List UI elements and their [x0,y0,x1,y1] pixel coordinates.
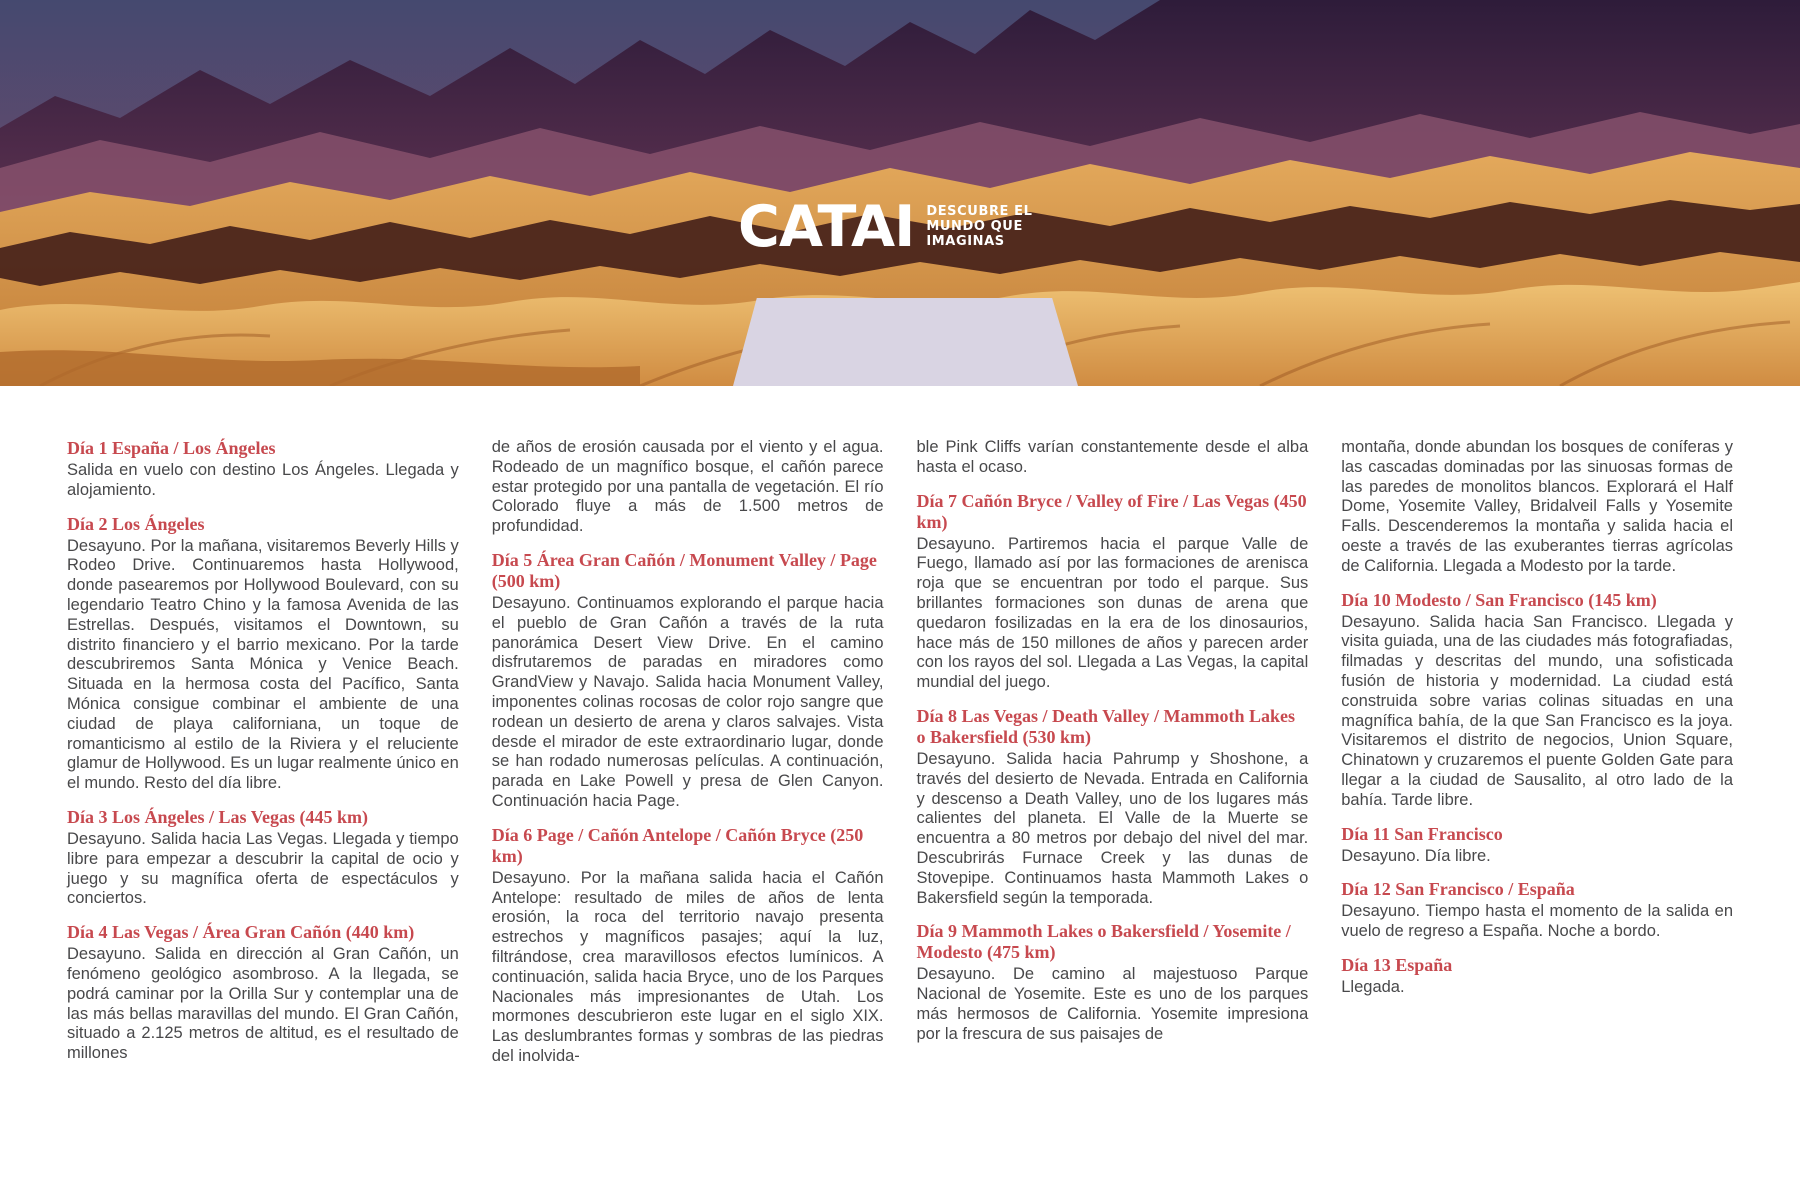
day-4-block [67,922,459,1064]
day-10-block [1341,590,1733,811]
day-1-heading: Día 1 España / Los Ángeles [67,438,276,458]
trapezoid-overlay [733,298,1078,386]
day-9-text: Desayuno. De camino al majestuoso Parque Nacional de Yosemite. Este es uno de los parques más hermosos de California. Yosemite impresiona por la frescura de sus paisajes de [916,965,1309,1043]
day-9-heading: Día 9 Mammoth Lakes o Bakersfield / Yosemite / Modesto (475 km) [916,921,1291,963]
brand-logo-block [738,194,1033,260]
day-7-block [917,491,1309,693]
day-3-heading: Día 3 Los Ángeles / Las Vegas (445 km) [67,806,369,827]
day-1-block [67,438,459,501]
day-11-text: Desayuno. Día libre. [1341,846,1491,865]
day-13-text: Llegada. [1341,977,1405,996]
day-6-text: Desayuno. Por la mañana salida hacia el Cañón Antelope: resultado de miles de años de lenta erosión, la roca del territorio navajo presenta estrechos y magníficos pasajes; aquí la luz, filtrándose, crea maravillosos efectos lumínicos. A continuación, salida hacia Bryce, uno de los Parques Nacionales más impresionantes de Utah. Los mormones descubrieron este lugar en el siglo XIX. Las deslumbrantes formas y sombras de las piedras del inolvida- [491,868,884,1065]
day-9-continued-text: montaña, donde abundan los bosques de coníferas y las cascadas dominadas por las sinuosas formas de las paredes de monolitos blancos. Explorará el Half Dome, Yosemite Valley, Bridalveil Falls y Yosemite Falls. Descenderemos la montaña y salida hacia el oeste a través de las exuberantes tierras agrícolas de California. Llegada a Modesto por la tarde. [1341,438,1733,575]
day-2-block [67,514,459,794]
day-7-heading: Día 7 Cañón Bryce / Valley of Fire / Las Vegas (450 km) [916,490,1307,532]
day-11-heading: Día 11 San Francisco [1341,823,1503,844]
tagline-line-2: MUNDO QUE [926,219,1023,234]
day-10-text: Desayuno. Salida hacia San Francisco. Llegada y visita guiada, una de las ciudades más fotografiadas, filmadas y descritas del mundo, una sofisticada fusión de historia y modernidad. La ciudad está construida sobre varias colinas situadas en una magnífica bahía, de la que San Francisco es la joya. Visitaremos el distrito de negocios, Union Square, Chinatown y cruzaremos el puente Golden Gate para llegar a la ciudad de Sausalito, al otro lado de la bahía. Tarde libre. [1341,612,1733,809]
day-2-text: Desayuno. Por la mañana, visitaremos Beverly Hills y Rodeo Drive. Continuaremos hasta Hollywood, donde pasearemos por Hollywood Boulevard, con su legendario Teatro Chino y la famosa Avenida de las Estrellas. Después, visitamos el Downtown, su distrito financiero y el barrio mexicano. Por la tarde descubriremos Santa Mónica y Venice Beach. Situada en la hermosa costa del Pacífico, Santa Mónica consigue combinar el ambiente de una ciudad de playa californiana, un toque de romanticismo al estilo de la Riviera y el reluciente glamur de Hollywood. Es un lugar realmente único en el mundo. Resto del día libre. [67,536,459,793]
catai-logo: CATAI [738,194,915,260]
day-4-continued-block [492,438,884,537]
day-8-block [917,706,1309,908]
day-3-block [67,807,459,909]
column-3 [917,438,1309,1067]
day-6-heading: Día 6 Page / Cañón Antelope / Cañón Bryce (250 km) [491,824,864,866]
day-9-block [917,921,1309,1044]
day-4-text: Desayuno. Salida en dirección al Gran Cañón, un fenómeno geológico asombroso. A la llegada, se podrá caminar por la Orilla Sur y contemplar una de las más bellas maravillas del mundo. El Gran Cañón, situado a 2.125 metros de altitud, es el resultado de millones [67,945,459,1063]
day-10-heading: Día 10 Modesto / San Francisco (145 km) [1341,589,1657,610]
brand-tagline [926,204,1032,249]
day-2-heading: Día 2 Los Ángeles [67,513,205,534]
day-12-heading: Día 12 San Francisco / España [1341,879,1575,900]
day-1-text: Salida en vuelo con destino Los Ángeles. Llegada y alojamiento. [67,461,459,499]
tagline-line-3: IMAGINAS [926,234,1005,249]
day-12-block [1341,879,1733,942]
itinerary-columns [0,386,1800,1067]
day-7-text: Desayuno. Partiremos hacia el parque Valle de Fuego, llamado así por las formaciones de arenisca roja que se encuentran por todo el parque. Sus brillantes formaciones son dunas de arena que quedaron fosilizadas en la era de los dinosaurios, hace más de 150 millones de años y parecen arder con los rayos del sol. Llegada a Las Vegas, la capital mundial del juego. [916,534,1309,692]
day-5-heading: Día 5 Área Gran Cañón / Monument Valley / Page (500 km) [491,549,877,591]
day-11-block [1341,824,1733,867]
day-8-heading: Día 8 Las Vegas / Death Valley / Mammoth Lakes o Bakersfield (530 km) [916,705,1296,747]
day-6-block [492,825,884,1067]
column-1 [67,438,459,1067]
column-4 [1341,438,1733,1067]
day-6-continued-text: ble Pink Cliffs varían constantemente desde el alba hasta el ocaso. [916,438,1309,476]
tagline-line-1: DESCUBRE EL [926,204,1033,219]
day-5-block [492,550,884,812]
day-13-block [1341,955,1733,998]
column-2 [492,438,884,1067]
day-9-continued-block [1341,438,1733,577]
day-3-text: Desayuno. Salida hacia Las Vegas. Llegada y tiempo libre para empezar a descubrir la capital de ocio y juego y su magnífica oferta de espectáculos y conciertos. [67,829,459,908]
day-4-continued-text: de años de erosión causada por el viento y el agua. Rodeado de un magnífico bosque, el cañón parece estar protegido por una pantalla de vegetación. El río Colorado fluye a más de 1.500 metros de profundidad. [491,438,884,536]
hero-image [0,0,1800,386]
day-4-heading: Día 4 Las Vegas / Área Gran Cañón (440 km) [67,922,415,943]
day-5-text: Desayuno. Continuamos explorando el parque hacia el pueblo de Gran Cañón a través de la ruta panorámica Desert View Drive. En el camino disfrutaremos de paradas en miradores como GrandView y Navajo. Salida hacia Monument Valley, imponentes colinas rocosas de color rojo sangre que rodean un desierto de arena y claros salvajes. Vista desde el mirador de este extraordinario lugar, donde se han rodado numerosas películas. A continuación, parada en Lake Powell y presa de Glen Canyon. Continuación hacia Page. [491,593,884,810]
day-12-text: Desayuno. Tiempo hasta el momento de la salida en vuelo de regreso a España. Noche a bordo. [1341,902,1733,941]
day-13-heading: Día 13 España [1341,954,1453,975]
day-6-continued-block [917,438,1309,478]
day-8-text: Desayuno. Salida hacia Pahrump y Shoshone, a través del desierto de Nevada. Entrada en California y descenso a Death Valley, uno de los lugares más calientes del planeta. El Valle de la Muerte se encuentra a 80 metros por debajo del nivel del mar. Descubrirás Furnace Creek y las dunas de Stovepipe. Continuamos hasta Mammoth Lakes o Bakersfield según la temporada. [916,749,1309,907]
